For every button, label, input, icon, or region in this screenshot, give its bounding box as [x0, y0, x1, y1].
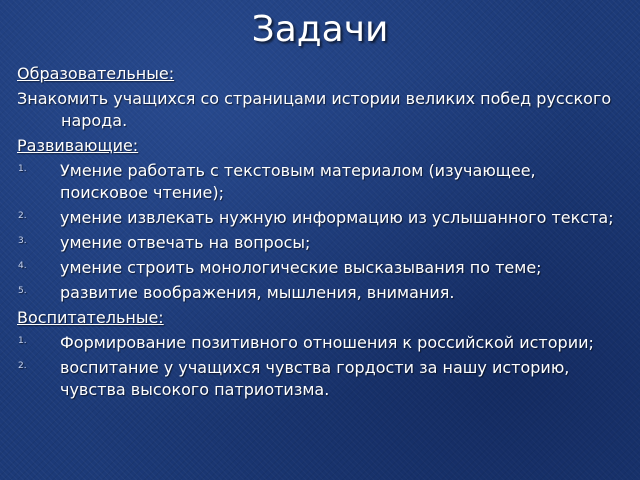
list-item — [17, 357, 627, 401]
list-item-text: умение строить монологические высказывания по теме; — [60, 258, 542, 277]
list-item-text: Умение работать с текстовым материалом (изучающее, поисковое чтение); — [60, 161, 536, 202]
list-item — [17, 232, 627, 254]
section-heading-educational: Образовательные: — [17, 64, 175, 83]
list-number: 3. — [18, 236, 27, 246]
list-item — [17, 207, 627, 229]
list-item — [17, 160, 627, 204]
slide-title: Задачи — [251, 9, 389, 50]
list-number: 1. — [18, 164, 27, 174]
list-item — [17, 257, 627, 279]
list-item-text: Формирование позитивного отношения к российской истории; — [60, 333, 594, 352]
section-heading-upbringing: Воспитательные: — [17, 308, 164, 327]
list-item-text: воспитание у учащихся чувства гордости за нашу историю, чувства высокого патриотизма. — [60, 358, 570, 399]
list-item-text: развитие воображения, мышления, внимания. — [60, 283, 455, 302]
list-number: 5. — [18, 286, 27, 296]
list-item-text: умение отвечать на вопросы; — [60, 233, 311, 252]
upbringing-list — [17, 332, 627, 401]
slide-content — [17, 63, 627, 404]
list-item-text: умение извлекать нужную информацию из услышанного текста; — [60, 208, 614, 227]
list-number: 1. — [18, 336, 27, 346]
list-number: 4. — [18, 261, 27, 271]
list-number: 2. — [18, 361, 27, 371]
developmental-list — [17, 160, 627, 304]
list-item — [17, 332, 627, 354]
section-paragraph-educational: Знакомить учащихся со страницами истории великих побед русского народа. — [17, 89, 612, 130]
list-item — [17, 282, 627, 304]
section-heading-developmental: Развивающие: — [17, 136, 139, 155]
list-number: 2. — [18, 211, 27, 221]
